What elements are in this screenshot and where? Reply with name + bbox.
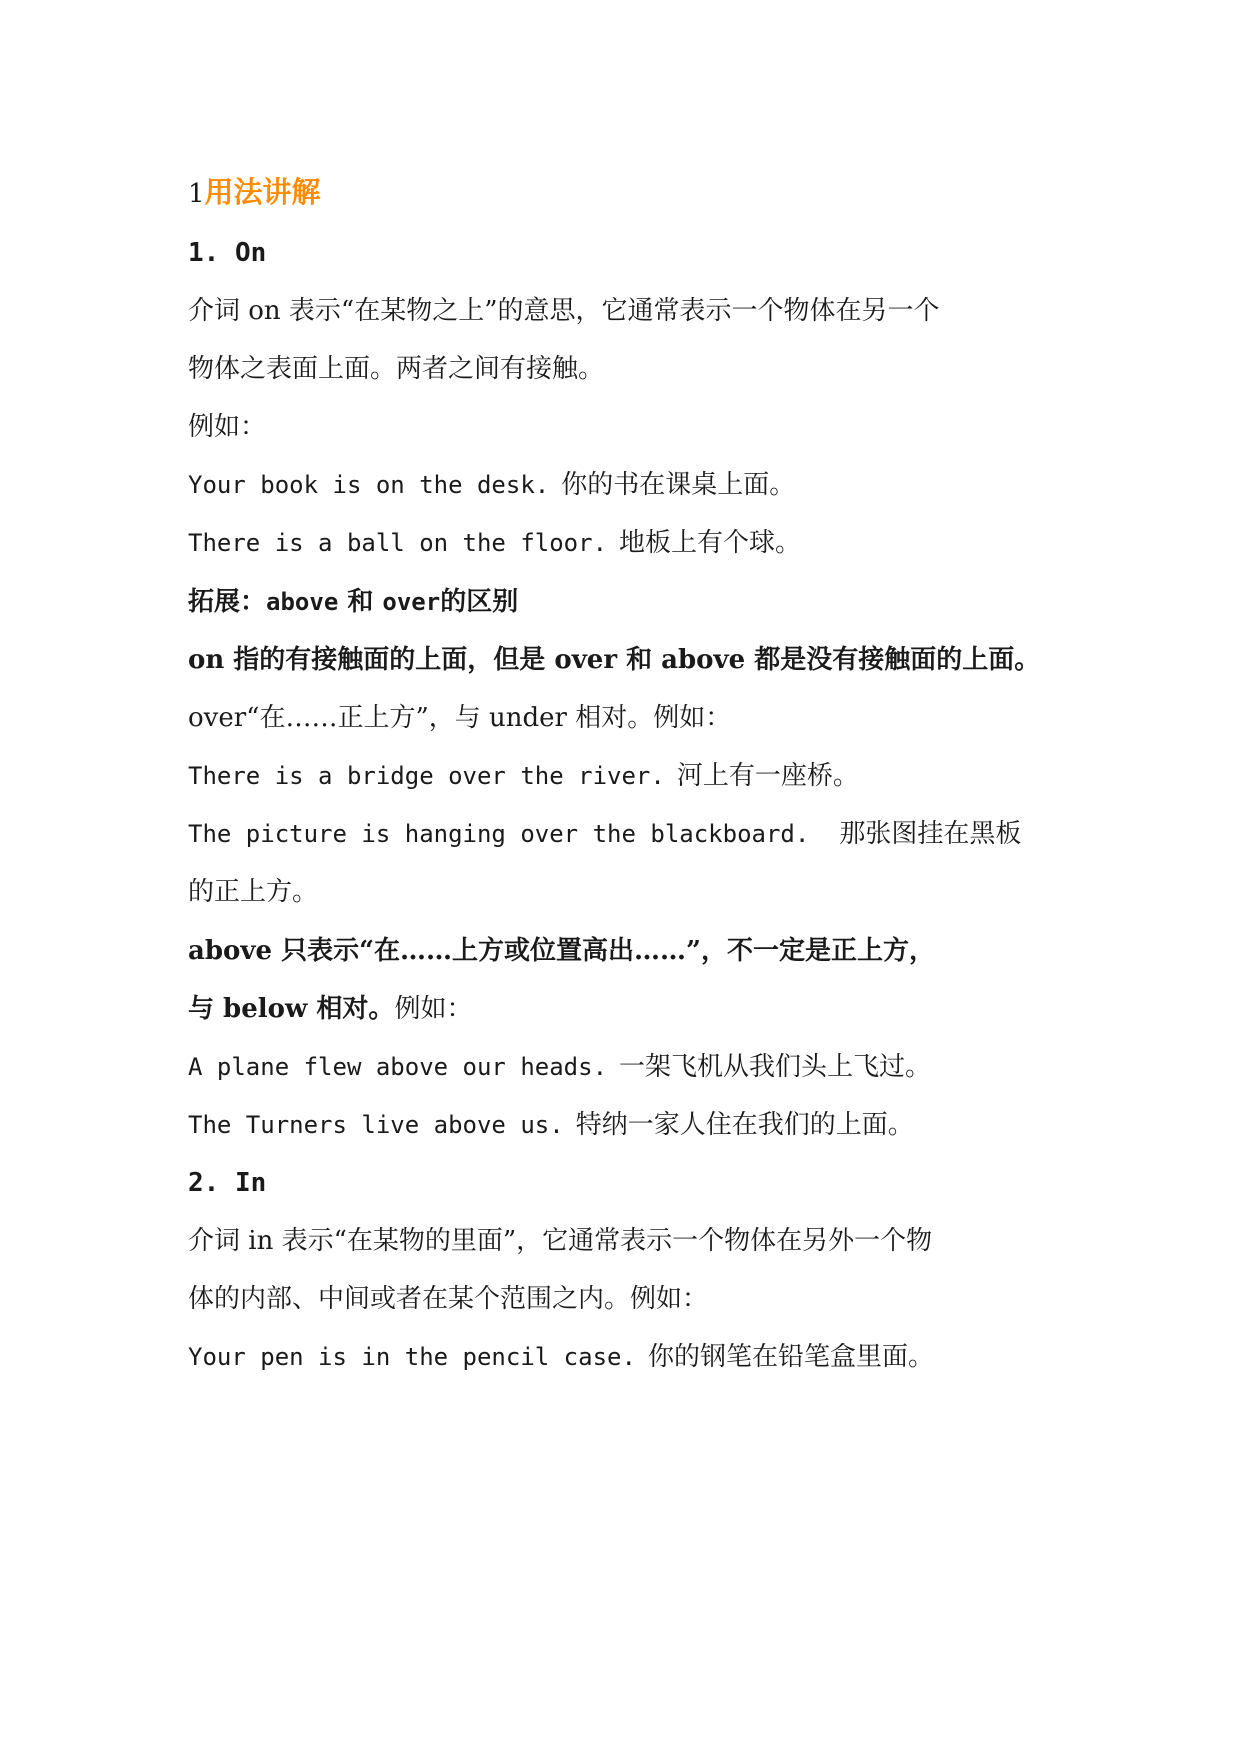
extension-word-above: above bbox=[266, 588, 339, 616]
example-english: The Turners live above us. bbox=[188, 1111, 564, 1139]
in-section-title: 2. In bbox=[188, 1168, 267, 1198]
example-chinese: 特纳一家人住在我们的上面。 bbox=[575, 1110, 914, 1140]
example-chinese: 那张图挂在黑板 bbox=[839, 819, 1022, 849]
example-english: Your book is on the desk. bbox=[188, 471, 550, 499]
example-english: Your pen is in the pencil case. bbox=[188, 1343, 636, 1371]
on-example-2 bbox=[188, 523, 1120, 563]
example-english: A plane flew above our heads. bbox=[188, 1053, 608, 1081]
extension-title-prefix: 拓展： bbox=[188, 587, 267, 617]
above-example-1 bbox=[188, 1047, 1120, 1087]
on-description-line-2: 物体之表面上面。两者之间有接触。 bbox=[188, 354, 605, 384]
above-definition-bold: 与 below 相对。 bbox=[188, 994, 395, 1024]
in-description-line-1: 介词 in 表示“在某物的里面”，它通常表示一个物体在另外一个物 bbox=[188, 1226, 933, 1256]
example-english: The picture is hanging over the blackboard. bbox=[188, 820, 810, 848]
above-definition-rest: 例如： bbox=[394, 994, 473, 1024]
in-example-1 bbox=[188, 1337, 1120, 1377]
on-description-line-1: 介词 on 表示“在某物之上”的意思，它通常表示一个物体在另一个 bbox=[188, 296, 940, 326]
example-english: There is a bridge over the river. bbox=[188, 762, 665, 790]
in-description-line-2: 体的内部、中间或者在某个范围之内。例如： bbox=[188, 1284, 709, 1314]
extension-title-and: 和 bbox=[347, 587, 374, 617]
heading-number: 1 bbox=[188, 179, 205, 209]
example-chinese: 一架飞机从我们头上飞过。 bbox=[619, 1052, 932, 1082]
extension-title-suffix: 的区别 bbox=[440, 587, 519, 617]
on-example-label: 例如： bbox=[188, 412, 267, 442]
over-example-2 bbox=[188, 814, 1120, 854]
extension-note: on 指的有接触面的上面，但是 over 和 above 都是没有接触面的上面。 bbox=[188, 645, 1041, 675]
section-heading bbox=[188, 172, 1120, 212]
example-english: There is a ball on the floor. bbox=[188, 529, 608, 557]
on-example-1 bbox=[188, 465, 1120, 505]
example-chinese: 你的书在课桌上面。 bbox=[561, 470, 796, 500]
over-example-1 bbox=[188, 756, 1120, 796]
above-definition-line-1: above 只表示“在……上方或位置高出……”，不一定是正上方， bbox=[188, 936, 935, 966]
extension-word-over: over bbox=[382, 588, 441, 616]
example-chinese: 地板上有个球。 bbox=[619, 528, 802, 558]
above-example-2 bbox=[188, 1105, 1120, 1145]
example-chinese: 河上有一座桥。 bbox=[676, 761, 859, 791]
over-definition: over“在……正上方”，与 under 相对。例如： bbox=[188, 703, 732, 733]
over-example-2-continued: 的正上方。 bbox=[188, 877, 319, 907]
example-chinese: 你的钢笔在铅笔盒里面。 bbox=[647, 1342, 934, 1372]
extension-title bbox=[188, 582, 1120, 622]
heading-title: 用法讲解 bbox=[204, 175, 321, 209]
above-definition-line-2 bbox=[188, 989, 1120, 1029]
on-section-title: 1. On bbox=[188, 238, 267, 268]
